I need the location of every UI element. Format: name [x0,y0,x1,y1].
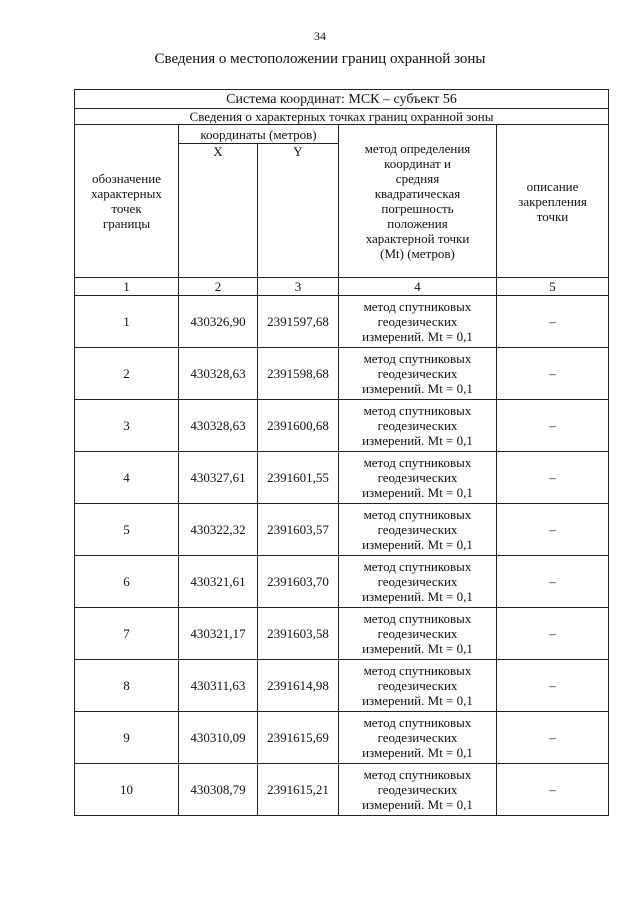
coord-y: 2391614,98 [258,660,339,712]
coordinate-system-row [75,90,609,109]
fixing-description: – [497,296,609,348]
coord-y: 2391598,68 [258,348,339,400]
column-number: 3 [258,278,339,296]
method-line: геодезических [377,522,458,537]
point-number: 1 [75,296,179,348]
method-cell [339,764,497,816]
header-line: (Mt) (метров) [380,246,455,261]
table-row [75,504,609,556]
coord-x: 430310,09 [179,712,258,764]
header-line: описание [526,178,579,194]
method-cell [339,660,497,712]
method-cell [339,608,497,660]
header-line: характерных [91,186,162,201]
fixing-description: – [497,452,609,504]
point-number: 10 [75,764,179,816]
coord-y: 2391603,57 [258,504,339,556]
header-coords: координаты (метров) [179,125,339,144]
method-cell [339,348,497,400]
header-line: положения [387,216,448,231]
method-line: измерений. Mt = 0,1 [362,745,473,760]
point-number: 7 [75,608,179,660]
coord-x: 430328,63 [179,348,258,400]
method-line: измерений. Mt = 0,1 [362,433,473,448]
fixing-description: – [497,348,609,400]
point-number: 3 [75,400,179,452]
fixing-description: – [497,504,609,556]
method-line: измерений. Mt = 0,1 [362,537,473,552]
point-number: 9 [75,712,179,764]
method-line: метод спутниковых [363,611,472,626]
point-number: 8 [75,660,179,712]
coord-x: 430328,63 [179,400,258,452]
method-line: измерений. Mt = 0,1 [362,485,473,500]
method-line: метод спутниковых [363,663,472,678]
method-line: измерений. Mt = 0,1 [362,693,473,708]
header-line: обозначение [92,171,161,186]
method-line: метод спутниковых [363,767,472,782]
table-row [75,608,609,660]
column-number: 2 [179,278,258,296]
fixing-description: – [497,400,609,452]
header-line: координат и [384,156,451,171]
header-y: Y [258,144,339,278]
fixing-description: – [497,556,609,608]
method-line: геодезических [377,470,458,485]
method-line: метод спутниковых [363,299,472,314]
fixing-description: – [497,608,609,660]
header-x: X [179,144,258,278]
table-subheader: Сведения о характерных точках границ охранной зоны [75,109,609,125]
method-line: метод спутниковых [363,507,472,522]
header-line: метод определения [364,141,471,156]
method-line: метод спутниковых [363,715,472,730]
header-point [75,125,179,278]
coord-y: 2391603,58 [258,608,339,660]
method-line: метод спутниковых [363,455,472,470]
method-line: измерений. Mt = 0,1 [362,641,473,656]
method-cell [339,400,497,452]
header-line: точек [111,201,142,216]
column-numbers-row [75,278,609,296]
coord-y: 2391597,68 [258,296,339,348]
coord-x: 430308,79 [179,764,258,816]
coord-x: 430326,90 [179,296,258,348]
header-line: погрешность [381,201,454,216]
column-number: 1 [75,278,179,296]
coord-y: 2391615,69 [258,712,339,764]
method-line: геодезических [377,730,458,745]
coord-x: 430327,61 [179,452,258,504]
header-row [75,125,609,144]
method-line: геодезических [377,314,458,329]
column-number: 5 [497,278,609,296]
method-cell [339,712,497,764]
table-row [75,556,609,608]
table-row [75,296,609,348]
method-line: измерений. Mt = 0,1 [362,381,473,396]
coord-x: 430311,63 [179,660,258,712]
table-body [75,296,609,816]
header-fixing [497,125,609,278]
coordinate-system: Система координат: МСК – субъект 56 [75,90,609,109]
point-number: 2 [75,348,179,400]
fixing-description: – [497,712,609,764]
table-row [75,400,609,452]
coord-y: 2391600,68 [258,400,339,452]
coord-x: 430321,17 [179,608,258,660]
method-line: геодезических [377,782,458,797]
method-line: геодезических [377,366,458,381]
table-row [75,348,609,400]
method-line: геодезических [377,574,458,589]
coord-x: 430321,61 [179,556,258,608]
subheader-row [75,109,609,125]
point-number: 4 [75,452,179,504]
point-number: 5 [75,504,179,556]
coord-x: 430322,32 [179,504,258,556]
header-line: средняя [395,171,440,186]
point-number: 6 [75,556,179,608]
method-cell [339,504,497,556]
method-line: геодезических [377,678,458,693]
method-line: метод спутниковых [363,403,472,418]
method-line: геодезических [377,626,458,641]
method-cell [339,556,497,608]
header-line: точки [536,208,569,224]
page-title: Сведения о местоположении границ охранной зоны [154,51,486,67]
method-line: измерений. Mt = 0,1 [362,797,473,812]
page-number: 34 [314,29,326,43]
header-line: границы [102,216,151,231]
method-line: метод спутниковых [363,559,472,574]
fixing-description: – [497,764,609,816]
coord-y: 2391615,21 [258,764,339,816]
table-row [75,712,609,764]
method-cell [339,452,497,504]
table-row [75,764,609,816]
method-line: измерений. Mt = 0,1 [362,329,473,344]
method-line: измерений. Mt = 0,1 [362,589,473,604]
header-line: характерной точки [365,231,470,246]
method-cell [339,296,497,348]
coord-y: 2391601,55 [258,452,339,504]
table-row [75,660,609,712]
column-number: 4 [339,278,497,296]
header-line: квадратическая [374,186,461,201]
header-method [339,125,497,278]
header-line: закрепления [518,193,587,209]
fixing-description: – [497,660,609,712]
method-line: метод спутниковых [363,351,472,366]
coordinates-table [74,89,609,816]
table-row [75,452,609,504]
coord-y: 2391603,70 [258,556,339,608]
method-line: геодезических [377,418,458,433]
